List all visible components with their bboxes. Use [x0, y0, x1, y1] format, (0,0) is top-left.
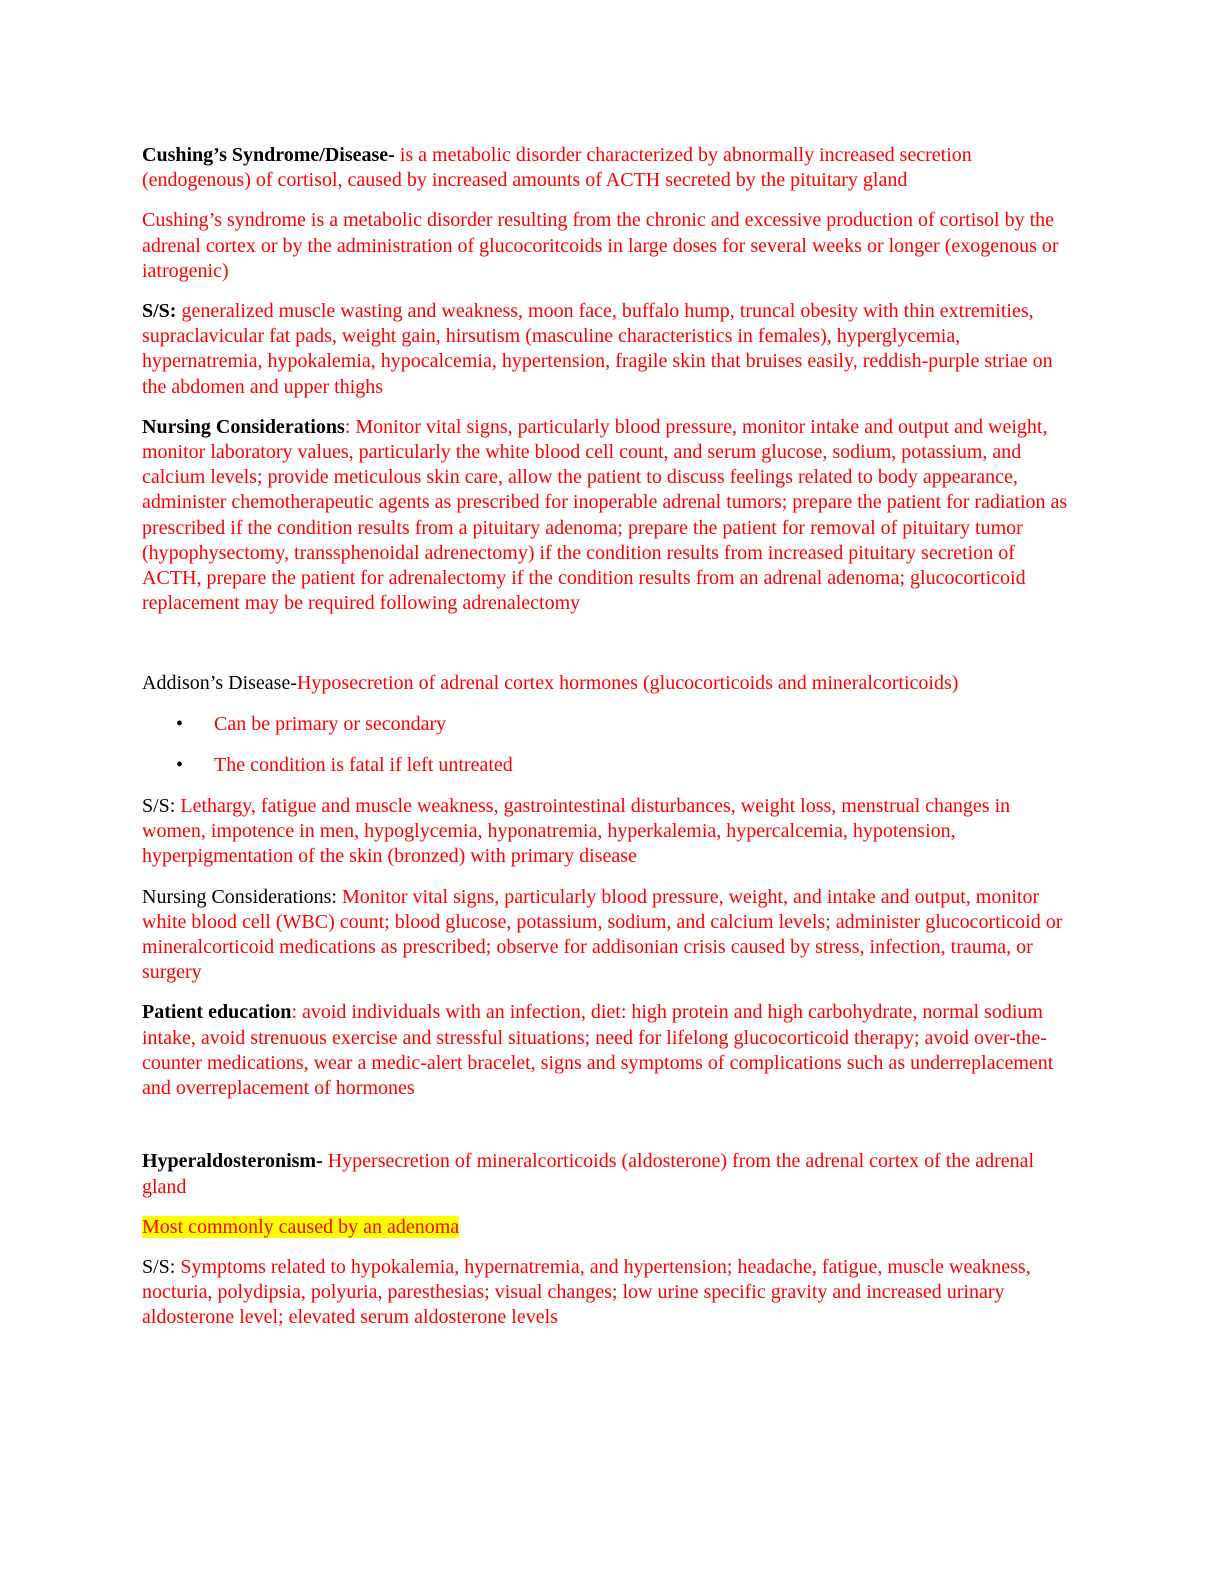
hyperaldo-definition-paragraph	[142, 1149, 1072, 1199]
addison-nursing-paragraph	[142, 885, 1072, 986]
addison-nursing-label: Nursing Considerations:	[142, 885, 337, 908]
highlighted-text: Most commonly caused by an adenoma	[142, 1215, 460, 1238]
addison-ss-text: Lethargy, fatigue and muscle weakness, gastrointestinal disturbances, weight loss, menstrual changes in women, impotence in men, hypoglycemia, hyponatremia, hyperkalemia, hypercalcemia, hypotension, hyperpigmentation of the skin (bronzed) with primary disease	[142, 795, 1011, 868]
list-item-text: The condition is fatal if left untreated	[214, 753, 513, 776]
cushing-ss-text: generalized muscle wasting and weakness, moon face, buffalo hump, truncal obesity with thin extremities, supraclavicular fat pads, weight gain, hirsutism (masculine characteristics in females), hyperglycemia, hypernatremia, hypokalemia, hypocalcemia, hypertension, fragile skin that bruises easily, reddish-purple striae on the abdomen and upper thighs	[142, 300, 1053, 398]
list-item	[142, 712, 1072, 737]
document-page	[142, 143, 1072, 1346]
addison-ss-label: S/S:	[142, 795, 176, 818]
addison-title: Addison’s Disease-	[142, 672, 297, 695]
cushing-paragraph-2: Cushing’s syndrome is a metabolic disorder resulting from the chronic and excessive production of cortisol by the adrenal cortex or by the administration of glucocoritcoids in large doses for several weeks or longer (exogenous or iatrogenic)	[142, 209, 1059, 282]
hyperaldo-ss-paragraph	[142, 1255, 1072, 1331]
addison-definition-paragraph	[142, 671, 1072, 696]
addison-definition: Hyposecretion of adrenal cortex hormones (glucocorticoids and mineralcorticoids)	[296, 672, 959, 695]
cushing-definition-paragraph	[142, 143, 1072, 193]
cushing-section	[142, 143, 1072, 616]
addison-nursing-text: Monitor vital signs, particularly blood pressure, weight, and intake and output, monitor white blood cell (WBC) count; blood glucose, potassium, sodium, and calcium levels; administer glucocorticoid or mineralcorticoid medications as prescribed; observe for addisonian crisis caused by stress, infection, trauma, or surgery	[142, 885, 1063, 984]
section-spacer	[142, 631, 1072, 671]
list-item	[142, 753, 1072, 778]
hyperaldo-title: Hyperaldosteronism-	[142, 1150, 323, 1173]
addison-education-text: : avoid individuals with an infection, diet: high protein and high carbohydrate, normal sodium intake, avoid strenuous exercise and stressful situations; need for lifelong glucocorticoid therapy; avoid over-the-counter medications, wear a medic-alert bracelet, signs and symptoms of complications such as underreplacement and overreplacement of hormones	[142, 1001, 1054, 1100]
addison-ss-paragraph	[142, 794, 1072, 870]
cushing-nursing-label: Nursing Considerations	[142, 415, 345, 438]
cushing-ss-paragraph	[142, 299, 1072, 400]
bullet-icon: •	[176, 753, 184, 776]
hyperaldo-ss-text: Symptoms related to hypokalemia, hypernatremia, and hypertension; headache, fatigue, muscle weakness, nocturia, polydipsia, polyuria, paresthesias; visual changes; low urine specific gravity and increased urinary aldosterone level; elevated serum aldosterone levels	[142, 1255, 1031, 1329]
cushing-title: Cushing’s Syndrome/Disease-	[142, 144, 395, 166]
hyperaldo-ss-label: S/S:	[142, 1255, 176, 1278]
cushing-nursing-paragraph	[142, 415, 1072, 617]
section-spacer	[142, 1116, 1072, 1149]
list-item-text: Can be primary or secondary	[214, 712, 447, 735]
addison-education-label: Patient education	[142, 1001, 292, 1024]
cushing-nursing-text: : Monitor vital signs, particularly blood pressure, monitor intake and output and weight, monitor laboratory values, particularly the white blood cell count, and serum glucose, sodium, potassium, and calcium levels; provide meticulous skin care, allow the patient to discuss feelings related to body appearance, administer chemotherapeutic agents as prescribed for inoperable adrenal tumors; prepare the patient for radiation as prescribed if the condition results from a pituitary adenoma; prepare the patient for removal of pituitary tumor (hypophysectomy, transsphenoidal adrenectomy) if the condition results from increased pituitary secretion of ACTH, prepare the patient for adrenalectomy if the condition results from an adrenal adenoma; glucocorticoid replacement may be required following adrenalectomy	[142, 415, 1068, 615]
hyperaldo-highlight-paragraph	[142, 1215, 1072, 1240]
addison-bullet-list	[142, 712, 1072, 778]
hyperaldosteronism-section	[142, 1149, 1072, 1330]
addison-section	[142, 671, 1072, 1101]
bullet-icon: •	[176, 712, 184, 735]
addison-education-paragraph	[142, 1000, 1072, 1101]
cushing-definition: is a metabolic disorder characterized by abnormally increased secretion (endogenous) of cortisol, caused by increased amounts of ACTH secreted by the pituitary gland	[142, 144, 972, 192]
cushing-ss-label: S/S:	[142, 300, 177, 323]
hyperaldo-definition: Hypersecretion of mineralcorticoids (aldosterone) from the adrenal cortex of the adrenal gland	[142, 1150, 1035, 1198]
